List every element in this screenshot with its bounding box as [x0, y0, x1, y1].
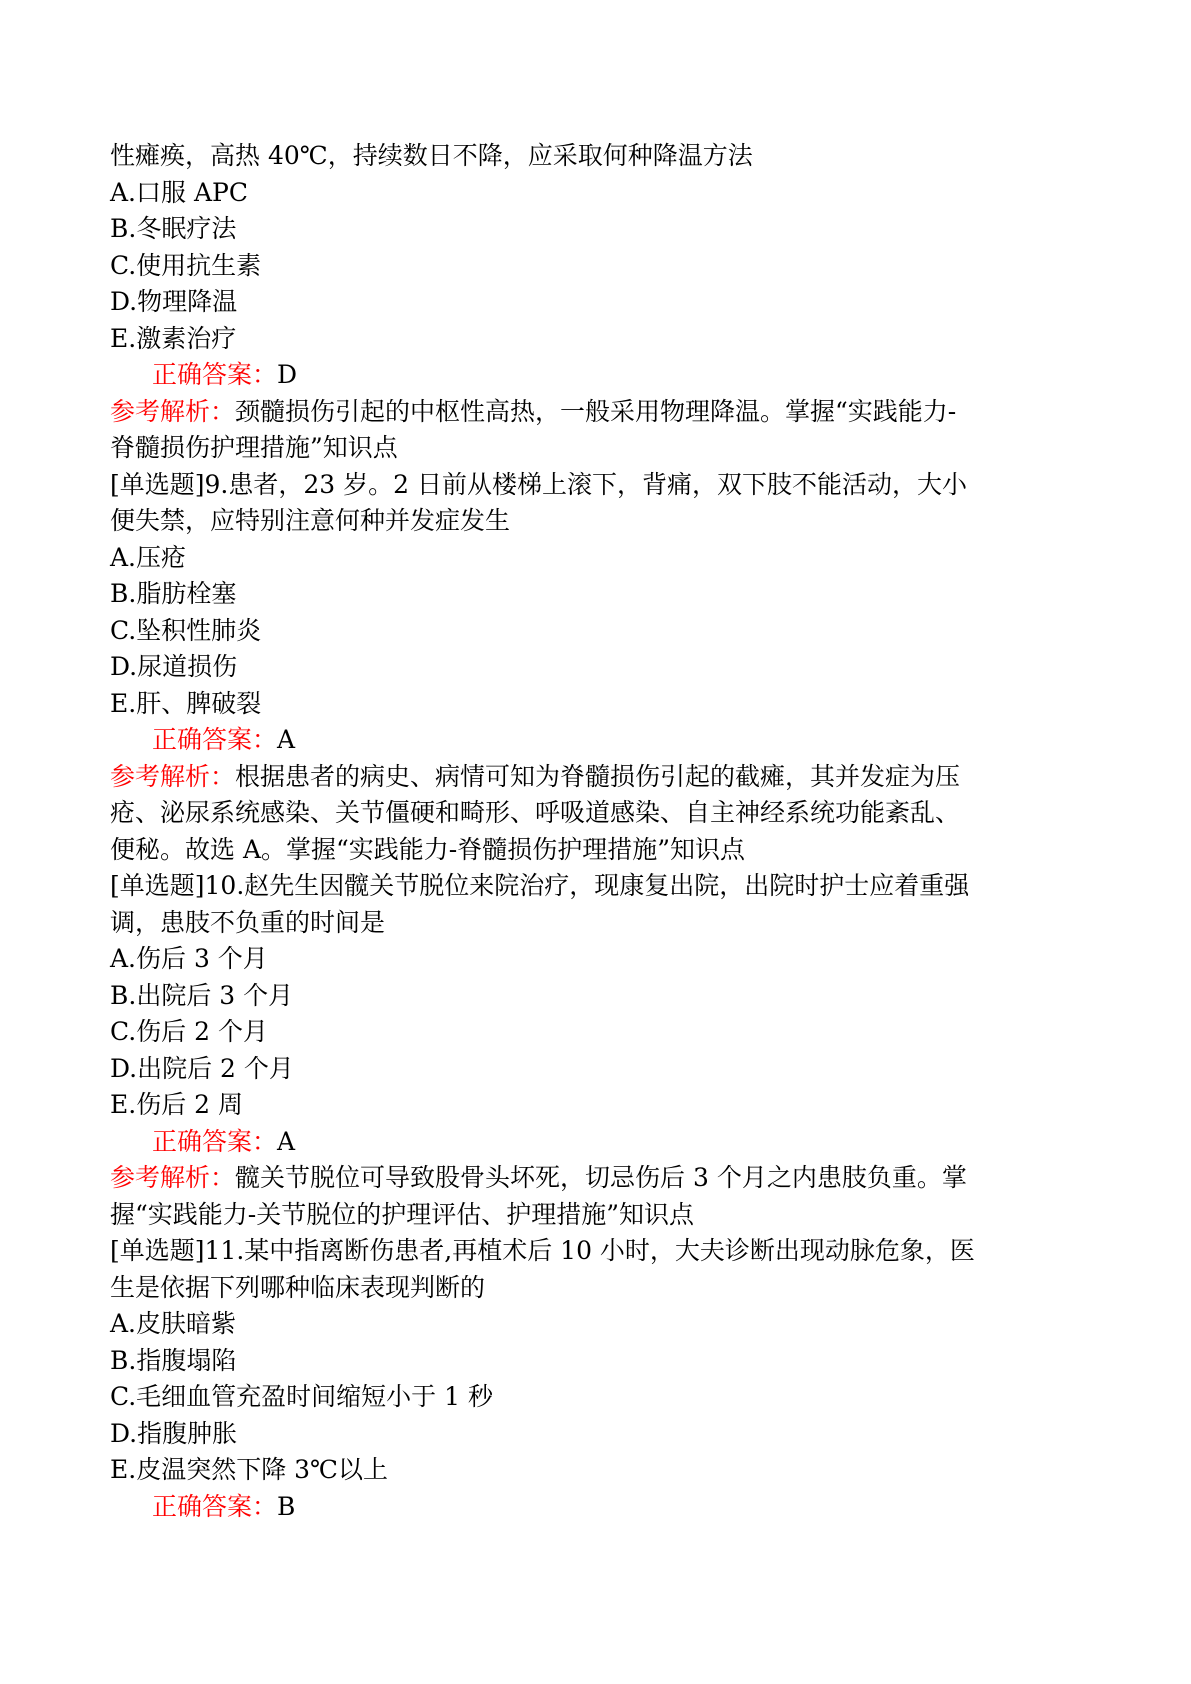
question-text: 便失禁，应特别注意何种并发症发生 — [110, 506, 511, 535]
answer-value: A — [277, 725, 296, 754]
option-e: E.伤后 2 周 — [110, 1090, 243, 1119]
option-b: B.脂肪栓塞 — [110, 579, 237, 608]
option-b: B.出院后 3 个月 — [110, 980, 294, 1010]
correct-answer — [110, 1489, 1091, 1526]
option-a: A.压疮 — [110, 542, 187, 572]
analysis-text: 根据患者的病史、病情可知为脊髓损伤引起的截瘫，其并发症为压 — [235, 761, 961, 791]
option-b: B.指腹塌陷 — [110, 1345, 237, 1375]
answer-label: 正确答案： — [152, 1491, 278, 1521]
correct-answer — [110, 722, 1091, 759]
option-c: C.坠积性肺炎 — [110, 615, 262, 645]
question-text: 生是依据下列哪种临床表现判断的 — [110, 1272, 486, 1302]
analysis-text: 便秘。故选 A。掌握“实践能力-脊髓损伤护理措施”知识点 — [110, 834, 746, 864]
option-c: C.毛细血管充盈时间缩短小于 1 秒 — [110, 1382, 493, 1411]
answer-label: 正确答案： — [152, 360, 278, 389]
answer-value: D — [277, 360, 298, 389]
option-d: D.物理降温 — [110, 287, 238, 316]
analysis-line — [110, 759, 1091, 796]
option-c: C.伤后 2 个月 — [110, 1017, 268, 1046]
answer-label: 正确答案： — [152, 1126, 278, 1156]
question-block — [110, 868, 1091, 1233]
answer-value: B — [277, 1491, 296, 1521]
correct-answer — [110, 357, 1091, 394]
question-text: [单选题]10.赵先生因髋关节脱位来院治疗，现康复出院，出院时护士应着重强 — [110, 871, 970, 900]
analysis-text: 疮、泌尿系统感染、关节僵硬和畸形、呼吸道感染、自主神经系统功能紊乱、 — [110, 798, 961, 827]
answer-label: 正确答案： — [152, 725, 278, 754]
analysis-label: 参考解析： — [110, 1163, 236, 1192]
analysis-line — [110, 1160, 1091, 1197]
option-e: E.激素治疗 — [110, 323, 237, 353]
analysis-line — [110, 394, 1091, 431]
analysis-label: 参考解析： — [110, 761, 236, 791]
question-block — [110, 138, 1091, 467]
analysis-text: 脊髓损伤护理措施”知识点 — [110, 433, 398, 462]
option-a: A.皮肤暗紫 — [110, 1309, 237, 1338]
correct-answer — [110, 1124, 1091, 1161]
analysis-text: 握“实践能力-关节脱位的护理评估、护理措施”知识点 — [110, 1199, 695, 1229]
answer-value: A — [277, 1126, 296, 1156]
option-c: C.使用抗生素 — [110, 250, 262, 280]
option-a: A.伤后 3 个月 — [110, 944, 268, 973]
option-d: D.出院后 2 个月 — [110, 1053, 294, 1083]
question-text: [单选题]9.患者，23 岁。2 日前从楼梯上滚下，背痛，双下肢不能活动，大小 — [110, 469, 967, 499]
question-text: 性瘫痪，高热 40℃，持续数日不降，应采取何种降温方法 — [110, 141, 753, 170]
option-b: B.冬眠疗法 — [110, 214, 237, 243]
option-a: A.口服 APC — [110, 177, 248, 207]
option-e: E.肝、脾破裂 — [110, 688, 262, 718]
analysis-text: 髋关节脱位可导致股骨头坏死，切忌伤后 3 个月之内患肢负重。掌 — [235, 1163, 967, 1192]
question-block — [110, 1233, 1091, 1525]
option-d: D.指腹肿胀 — [110, 1418, 238, 1448]
option-e: E.皮温突然下降 3℃以上 — [110, 1455, 389, 1484]
question-text: 调，患肢不负重的时间是 — [110, 907, 386, 937]
question-text: [单选题]11.某中指离断伤患者,再植术后 10 小时，大夫诊断出现动脉危象，医 — [110, 1236, 975, 1265]
analysis-text: 颈髓损伤引起的中枢性高热，一般采用物理降温。掌握“实践能力- — [235, 396, 957, 426]
analysis-label: 参考解析： — [110, 396, 236, 426]
option-d: D.尿道损伤 — [110, 652, 238, 681]
question-block — [110, 467, 1091, 869]
